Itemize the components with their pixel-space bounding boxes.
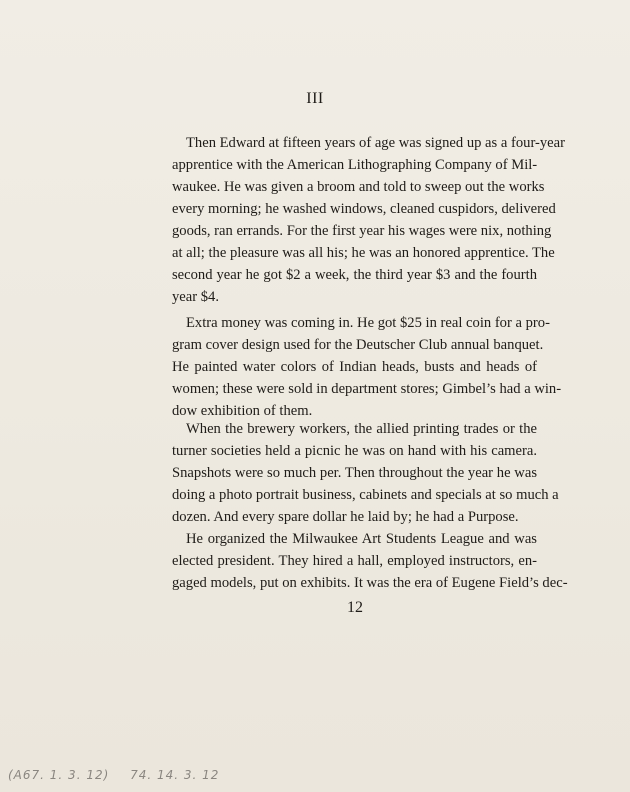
- text-line: dozen. And every spare dollar he laid by; he had a Purpose.: [172, 509, 519, 525]
- text-line: When the brewery workers, the allied printing trades or the: [186, 421, 537, 437]
- text-line: every morning; he washed windows, cleaned cuspidors, delivered: [172, 201, 556, 217]
- text-line: waukee. He was given a broom and told to sweep out the works: [172, 179, 545, 195]
- handwritten-catalog-note: [8, 768, 235, 782]
- text-line: second year he got $2 a week, the third year $3 and the fourth: [172, 267, 537, 283]
- text-line: doing a photo portrait business, cabinets and specials at so much a: [172, 487, 559, 503]
- catalog-number-secondary: 74. 14. 3. 12: [130, 768, 220, 782]
- text-line: at all; the pleasure was all his; he was an honored apprentice. The: [172, 245, 555, 261]
- text-line: Then Edward at fifteen years of age was signed up as a four-year: [186, 135, 565, 151]
- text-line: turner societies held a picnic he was on hand with his camera.: [172, 443, 537, 459]
- text-line: apprentice with the American Lithographing Company of Mil-: [172, 157, 538, 173]
- text-line: gaged models, put on exhibits. It was the era of Eugene Field’s dec-: [172, 575, 568, 591]
- text-line: women; these were sold in department stores; Gimbel’s had a win-: [172, 381, 562, 397]
- text-line: dow exhibition of them.: [172, 403, 313, 419]
- text-line: Extra money was coming in. He got $25 in real coin for a pro-: [186, 315, 550, 331]
- text-line: gram cover design used for the Deutscher Club annual banquet.: [172, 337, 544, 353]
- text-line: year $4.: [172, 289, 220, 305]
- text-line: goods, ran errands. For the first year his wages were nix, nothing: [172, 223, 552, 239]
- page-number: 12: [347, 599, 363, 616]
- chapter-heading: III: [306, 90, 324, 107]
- text-line: elected president. They hired a hall, employed instructors, en-: [172, 553, 537, 569]
- catalog-number-primary: (A67. 1. 3. 12): [8, 768, 110, 782]
- text-line: He painted water colors of Indian heads, busts and heads of: [172, 359, 537, 375]
- text-line: Snapshots were so much per. Then throughout the year he was: [172, 465, 537, 481]
- text-line: He organized the Milwaukee Art Students League and was: [186, 531, 537, 547]
